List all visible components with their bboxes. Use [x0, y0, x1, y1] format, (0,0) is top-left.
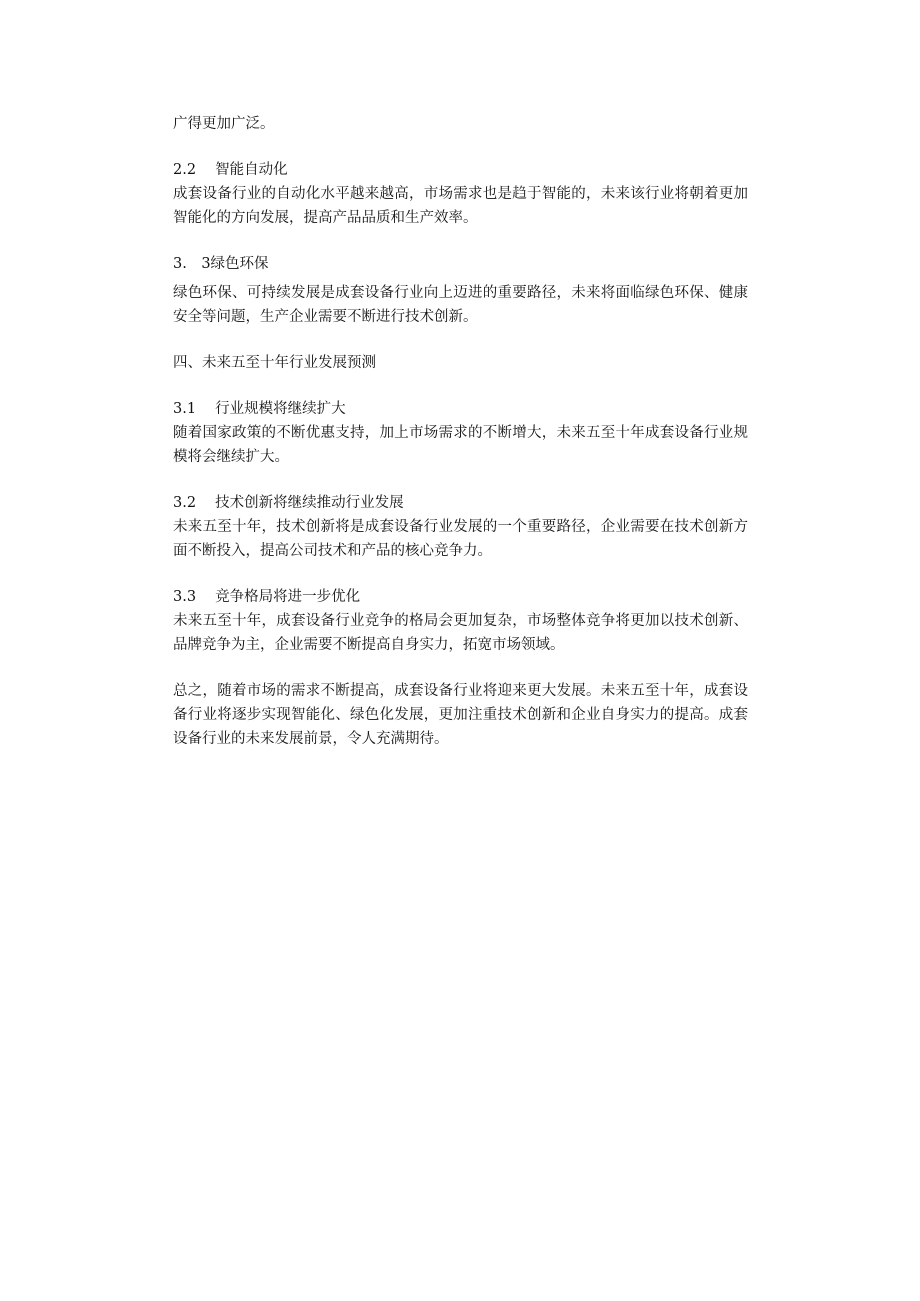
- document-body: [173, 112, 748, 751]
- section-heading-3-3: 3.3 竞争格局将进一步优化: [173, 589, 361, 605]
- paragraph-tech-innovation: 未来五至十年，技术创新将是成套设备行业发展的一个重要路径，企业需要在技术创新方面不断投入，提高公司技术和产品的核心竞争力。: [173, 519, 748, 559]
- section-heading-3-2: 3.2 技术创新将继续推动行业发展: [173, 495, 404, 511]
- section-heading-3-1: 3.1 行业规模将继续扩大: [173, 401, 346, 417]
- section-heading-2-2: 2.2 智能自动化: [173, 162, 288, 178]
- paragraph-continuation: 广得更加广泛。: [173, 116, 275, 132]
- paragraph-green-environment: 绿色环保、可持续发展是成套设备行业向上迈进的重要路径，未来将面临绿色环保、健康安全等问题，生产企业需要不断进行技术创新。: [173, 285, 748, 325]
- paragraph-competition: 未来五至十年，成套设备行业竞争的格局会更加复杂，市场整体竞争将更加以技术创新、品牌竞争为主，企业需要不断提高自身实力，拓宽市场领域。: [173, 613, 748, 653]
- paragraph-industry-scale: 随着国家政策的不断优惠支持，加上市场需求的不断增大，未来五至十年成套设备行业规模将会继续扩大。: [173, 425, 748, 465]
- chapter-heading-forecast: 四、未来五至十年行业发展预测: [173, 355, 376, 371]
- paragraph-smart-automation: 成套设备行业的自动化水平越来越高，市场需求也是趋于智能的，未来该行业将朝着更加智能化的方向发展，提高产品品质和生产效率。: [173, 186, 748, 226]
- paragraph-conclusion: 总之，随着市场的需求不断提高，成套设备行业将迎来更大发展。未来五至十年，成套设备行业将逐步实现智能化、绿色化发展，更加注重技术创新和企业自身实力的提高。成套设备行业的未来发展前景，令人充满期待。: [173, 683, 748, 747]
- section-heading-2-3: 3. 3绿色环保: [173, 256, 269, 272]
